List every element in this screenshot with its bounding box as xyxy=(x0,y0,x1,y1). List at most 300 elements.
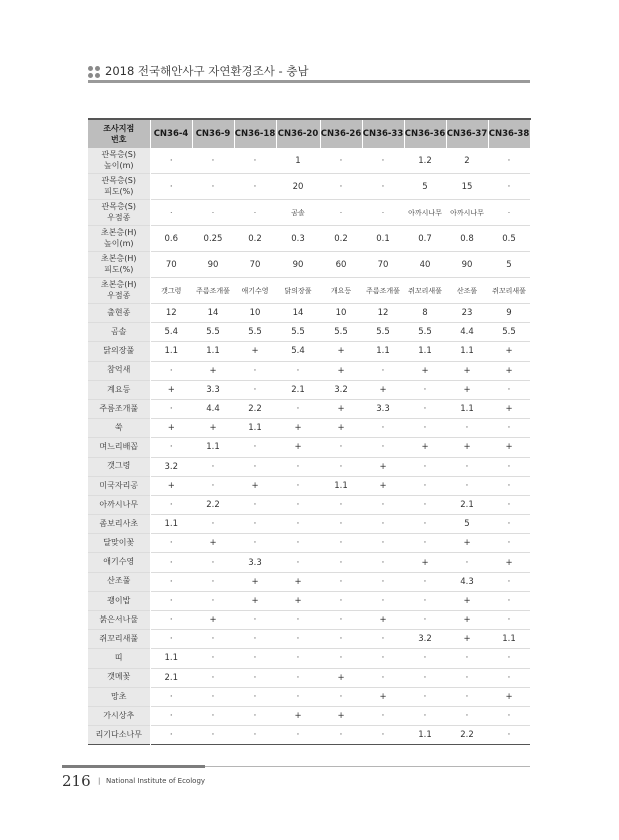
data-cell: · xyxy=(507,615,511,626)
data-cell: + xyxy=(463,384,471,395)
data-cell: 0.2 xyxy=(334,233,348,244)
data-cell: · xyxy=(381,595,385,606)
data-cell: · xyxy=(423,480,427,491)
data-cell: 60 xyxy=(335,259,347,270)
row-label-line: 초본층(H) xyxy=(101,254,137,263)
row-label xyxy=(88,534,150,553)
data-cell: · xyxy=(253,653,257,664)
data-cell: 5.4 xyxy=(164,327,179,338)
data-cell: 개요등 xyxy=(330,286,352,295)
data-cell: · xyxy=(169,576,173,587)
row-label-line: 관목층(S) xyxy=(101,202,136,211)
data-cell: · xyxy=(339,538,343,549)
data-cell: 주름조개풀 xyxy=(366,286,400,295)
data-cell: 20 xyxy=(292,181,304,192)
column-header: CN36-36 xyxy=(404,119,446,148)
data-cell: · xyxy=(169,691,173,702)
data-cell: · xyxy=(211,155,215,166)
data-cell: 1.1 xyxy=(206,442,220,453)
header-label-line: 번호 xyxy=(111,135,127,144)
data-cell: · xyxy=(253,691,257,702)
data-cell: · xyxy=(211,634,215,645)
row-label xyxy=(88,200,150,226)
data-cell: · xyxy=(339,499,343,510)
data-cell: · xyxy=(211,557,215,568)
data-cell: · xyxy=(253,181,257,192)
data-cell: 12 xyxy=(377,308,389,319)
data-cell: · xyxy=(423,615,427,626)
column-header: CN36-26 xyxy=(320,119,362,148)
data-cell: 5.5 xyxy=(502,327,516,338)
row-label xyxy=(88,226,150,252)
data-cell: · xyxy=(423,384,427,395)
row-label-line: 아까시나무 xyxy=(99,499,139,509)
data-cell: · xyxy=(253,538,257,549)
table-row xyxy=(88,304,530,323)
data-cell: · xyxy=(423,519,427,530)
data-cell: 4.4 xyxy=(206,404,220,415)
row-label xyxy=(88,323,150,342)
column-header: CN36-37 xyxy=(446,119,488,148)
data-cell: · xyxy=(253,615,257,626)
data-cell: 90 xyxy=(292,259,304,270)
data-cell: + xyxy=(294,711,302,722)
data-cell: · xyxy=(507,730,511,741)
data-cell: 5 xyxy=(422,181,428,192)
table-row xyxy=(88,252,530,278)
data-cell: · xyxy=(296,480,300,491)
row-label xyxy=(88,457,150,476)
data-cell: 1 xyxy=(295,155,301,166)
row-label xyxy=(88,380,150,399)
row-label xyxy=(88,687,150,706)
data-cell: · xyxy=(339,155,343,166)
data-cell: · xyxy=(169,711,173,722)
data-cell: + xyxy=(505,404,513,415)
data-cell: + xyxy=(463,538,471,549)
data-cell: 1.1 xyxy=(502,634,516,645)
page-number: 216 xyxy=(62,772,91,790)
data-cell: 1.1 xyxy=(418,346,432,357)
data-cell: · xyxy=(169,155,173,166)
data-cell: · xyxy=(169,442,173,453)
row-label-line: 초본층(H) xyxy=(101,228,137,237)
data-cell: 0.7 xyxy=(418,233,432,244)
data-cell: · xyxy=(507,181,511,192)
data-cell: · xyxy=(253,672,257,683)
data-cell: · xyxy=(507,208,511,217)
data-cell: · xyxy=(211,653,215,664)
row-label-line: 관목층(S) xyxy=(101,176,136,185)
data-cell: 3.3 xyxy=(248,557,262,568)
data-cell: 70 xyxy=(377,259,389,270)
row-label-line: 붉은서나물 xyxy=(99,614,139,624)
data-cell: · xyxy=(211,711,215,722)
data-cell: 3.3 xyxy=(206,384,220,395)
header-label-cell xyxy=(88,119,150,148)
data-cell: · xyxy=(296,634,300,645)
footer-rule xyxy=(62,765,205,768)
data-cell: · xyxy=(253,519,257,530)
row-label xyxy=(88,252,150,278)
column-header: CN36-4 xyxy=(150,119,192,148)
data-cell: · xyxy=(211,181,215,192)
data-cell: · xyxy=(423,595,427,606)
row-label-line: 애기수영 xyxy=(103,557,135,567)
row-label xyxy=(88,649,150,668)
data-cell: · xyxy=(507,653,511,664)
row-label-line: 괭이밥 xyxy=(107,595,131,605)
data-cell: 3.2 xyxy=(164,461,179,472)
data-cell: · xyxy=(253,711,257,722)
table-row xyxy=(88,591,530,610)
data-cell: · xyxy=(423,576,427,587)
data-cell: 0.6 xyxy=(164,233,179,244)
data-cell: · xyxy=(253,208,257,217)
data-cell: 1.1 xyxy=(248,423,262,434)
column-header: CN36-9 xyxy=(192,119,234,148)
column-header: CN36-20 xyxy=(276,119,320,148)
row-label-line: 망초 xyxy=(111,691,127,701)
data-cell: 70 xyxy=(249,259,261,270)
row-label-line: 피도(%) xyxy=(104,264,134,274)
data-cell: · xyxy=(381,576,385,587)
table-row xyxy=(88,495,530,514)
data-cell: 2.1 xyxy=(460,499,474,510)
data-cell: · xyxy=(339,181,343,192)
row-label xyxy=(88,476,150,495)
data-cell: · xyxy=(170,208,173,217)
table-row xyxy=(88,553,530,572)
row-label xyxy=(88,630,150,649)
data-cell: · xyxy=(211,691,215,702)
data-cell: · xyxy=(169,365,173,376)
data-cell: + xyxy=(505,691,513,702)
data-cell: 1.1 xyxy=(334,480,348,491)
table-row xyxy=(88,649,530,668)
data-cell: 닭의장풀 xyxy=(284,286,312,295)
data-cell: 1.1 xyxy=(376,346,390,357)
data-cell: + xyxy=(421,442,429,453)
data-cell: · xyxy=(253,155,257,166)
data-cell: · xyxy=(169,538,173,549)
row-label-line: 리기다소나무 xyxy=(95,729,142,739)
data-cell: · xyxy=(465,557,469,568)
data-cell: 5.5 xyxy=(291,327,305,338)
header-title: 2018 전국해안사구 자연환경조사 - 충남 xyxy=(105,64,309,78)
table-header xyxy=(88,119,530,148)
row-label xyxy=(88,174,150,200)
data-cell: + xyxy=(505,442,513,453)
data-cell: + xyxy=(463,365,471,376)
data-cell: · xyxy=(423,711,427,722)
data-cell: 5 xyxy=(506,259,512,270)
data-cell: · xyxy=(296,519,300,530)
data-cell: + xyxy=(294,442,302,453)
data-cell: · xyxy=(296,615,300,626)
row-label-line: 갯그령 xyxy=(107,461,131,471)
data-cell: · xyxy=(507,461,511,472)
data-cell: · xyxy=(296,461,300,472)
data-cell: · xyxy=(339,208,343,217)
data-cell: + xyxy=(294,423,302,434)
data-cell: · xyxy=(465,423,469,434)
row-label-line: 피도(%) xyxy=(104,186,134,196)
table-row xyxy=(88,361,530,380)
row-label-line: 며느리배꼽 xyxy=(99,442,139,452)
data-cell: · xyxy=(296,653,300,664)
data-cell: + xyxy=(337,404,345,415)
data-cell: · xyxy=(253,499,257,510)
table-row xyxy=(88,148,530,174)
table-row xyxy=(88,278,530,304)
data-cell: · xyxy=(465,691,469,702)
row-label-line: 계요등 xyxy=(107,384,131,394)
data-cell: 주름조개풀 xyxy=(196,286,230,295)
table-row xyxy=(88,515,530,534)
data-cell: · xyxy=(169,181,173,192)
row-label-line: 참억새 xyxy=(107,365,131,375)
row-label xyxy=(88,342,150,361)
row-label xyxy=(88,438,150,457)
data-cell: · xyxy=(211,595,215,606)
data-cell: + xyxy=(294,595,302,606)
footer-organization: National Institute of Ecology xyxy=(106,777,206,785)
data-cell: 8 xyxy=(422,308,428,319)
data-cell: · xyxy=(381,423,385,434)
data-cell: + xyxy=(251,480,259,491)
data-cell: · xyxy=(381,499,385,510)
data-cell: 2.2 xyxy=(206,499,220,510)
row-label-line: 우점종 xyxy=(107,212,131,222)
row-label xyxy=(88,515,150,534)
data-cell: 5.5 xyxy=(248,327,262,338)
data-cell: · xyxy=(381,365,385,376)
data-cell: 23 xyxy=(461,308,473,319)
data-cell: · xyxy=(253,365,257,376)
row-label xyxy=(88,668,150,687)
data-cell: · xyxy=(381,155,385,166)
data-cell: · xyxy=(507,672,511,683)
data-cell: + xyxy=(463,595,471,606)
row-label xyxy=(88,304,150,323)
column-header: CN36-33 xyxy=(362,119,404,148)
table-row xyxy=(88,572,530,591)
data-cell: · xyxy=(169,634,173,645)
data-cell: + xyxy=(463,634,471,645)
table-row xyxy=(88,476,530,495)
table-row xyxy=(88,380,530,399)
data-cell: + xyxy=(379,691,387,702)
table-body xyxy=(88,148,530,745)
data-cell: 10 xyxy=(335,308,347,319)
data-cell: + xyxy=(379,615,387,626)
data-cell: 4.3 xyxy=(460,576,474,587)
data-cell: · xyxy=(423,404,427,415)
data-cell: 1.2 xyxy=(418,155,432,166)
footer-rule-thin xyxy=(205,766,530,767)
table-row xyxy=(88,438,530,457)
data-cell: + xyxy=(505,346,513,357)
row-label-line: 초본층(H) xyxy=(101,280,137,289)
data-cell: · xyxy=(169,499,173,510)
data-cell: + xyxy=(209,615,217,626)
table-row xyxy=(88,534,530,553)
row-label-line: 좀보리사초 xyxy=(99,518,139,528)
data-cell: · xyxy=(381,634,385,645)
data-cell: 1.1 xyxy=(460,346,474,357)
data-cell: 15 xyxy=(461,181,473,192)
data-cell: · xyxy=(253,442,257,453)
data-cell: · xyxy=(381,672,385,683)
data-cell: · xyxy=(465,672,469,683)
row-label-line: 주름조개풀 xyxy=(99,403,139,413)
data-cell: 70 xyxy=(165,259,177,270)
row-label-line: 띠 xyxy=(114,653,123,663)
data-cell: + xyxy=(294,576,302,587)
data-cell: · xyxy=(253,634,257,645)
footer-separator: | xyxy=(98,777,101,785)
data-cell: · xyxy=(381,181,385,192)
table-row xyxy=(88,726,530,745)
data-cell: · xyxy=(465,653,469,664)
data-cell: 1.1 xyxy=(164,346,179,357)
row-label xyxy=(88,148,150,174)
data-cell: · xyxy=(169,595,173,606)
table-row xyxy=(88,200,530,226)
data-cell: 3.3 xyxy=(376,404,390,415)
data-cell: + xyxy=(421,365,429,376)
data-cell: · xyxy=(253,384,257,395)
row-label-line: 쑥 xyxy=(114,422,123,432)
data-cell: + xyxy=(463,615,471,626)
data-cell: · xyxy=(339,595,343,606)
data-cell: · xyxy=(423,423,427,434)
row-label xyxy=(88,706,150,725)
data-cell: 0.3 xyxy=(291,233,305,244)
data-cell: + xyxy=(337,672,345,683)
data-cell: 9 xyxy=(506,308,512,319)
data-cell: + xyxy=(167,480,175,491)
data-cell: · xyxy=(296,691,300,702)
data-cell: + xyxy=(209,365,217,376)
data-cell: + xyxy=(251,595,259,606)
data-cell: + xyxy=(421,557,429,568)
data-cell: 2.2 xyxy=(460,730,474,741)
table-row xyxy=(88,706,530,725)
vegetation-survey-table xyxy=(88,118,531,745)
data-cell: · xyxy=(381,730,385,741)
data-cell: 산조풀 xyxy=(456,286,478,295)
data-cell: · xyxy=(339,576,343,587)
table-row xyxy=(88,630,530,649)
data-cell: 1.1 xyxy=(164,519,179,530)
table-row xyxy=(88,342,530,361)
data-cell: 0.25 xyxy=(203,233,223,244)
row-label xyxy=(88,553,150,572)
row-label-line: 산조풀 xyxy=(107,576,131,586)
table-row xyxy=(88,419,530,438)
data-cell: 쥐꼬리새풀 xyxy=(492,286,526,295)
row-label xyxy=(88,611,150,630)
data-cell: · xyxy=(296,538,300,549)
data-cell: · xyxy=(423,499,427,510)
row-label-line: 관목층(S) xyxy=(101,150,136,159)
row-label-line: 갯메꽃 xyxy=(107,672,131,682)
data-cell: 10 xyxy=(249,308,261,319)
data-cell: · xyxy=(253,461,257,472)
column-header: CN36-18 xyxy=(234,119,276,148)
data-cell: 5.5 xyxy=(418,327,432,338)
data-cell: 14 xyxy=(207,308,219,319)
data-cell: 1.1 xyxy=(164,653,179,664)
data-cell: · xyxy=(507,384,511,395)
data-cell: 14 xyxy=(292,308,304,319)
row-label xyxy=(88,572,150,591)
data-cell: · xyxy=(211,480,215,491)
data-cell: 3.2 xyxy=(418,634,432,645)
data-cell: · xyxy=(169,730,173,741)
data-cell: 쥐꼬리새풀 xyxy=(408,286,442,295)
table-row xyxy=(88,668,530,687)
data-cell: · xyxy=(296,404,300,415)
table-row xyxy=(88,457,530,476)
data-cell: · xyxy=(507,155,511,166)
row-label xyxy=(88,361,150,380)
data-cell: · xyxy=(381,519,385,530)
data-cell: · xyxy=(296,672,300,683)
data-cell: 2.1 xyxy=(291,384,305,395)
row-label-line: 달맞이꽃 xyxy=(103,538,135,548)
data-cell: · xyxy=(339,730,343,741)
data-cell: · xyxy=(211,461,215,472)
data-cell: · xyxy=(169,404,173,415)
data-cell: · xyxy=(507,499,511,510)
data-cell: 2.2 xyxy=(248,404,262,415)
data-cell: · xyxy=(296,365,300,376)
data-cell: · xyxy=(423,653,427,664)
row-label xyxy=(88,726,150,745)
table-row xyxy=(88,399,530,418)
data-cell: + xyxy=(337,423,345,434)
data-cell: · xyxy=(381,208,385,217)
data-cell: · xyxy=(423,691,427,702)
data-cell: + xyxy=(337,365,345,376)
data-cell: · xyxy=(507,576,511,587)
data-cell: 5.5 xyxy=(206,327,220,338)
row-label-line: 높이(m) xyxy=(104,238,134,248)
data-cell: · xyxy=(296,499,300,510)
data-cell: + xyxy=(463,442,471,453)
data-cell: 아까시나무 xyxy=(408,208,442,217)
table-row xyxy=(88,174,530,200)
table-row xyxy=(88,687,530,706)
data-cell: · xyxy=(381,711,385,722)
data-cell: · xyxy=(339,557,343,568)
data-cell: + xyxy=(209,423,217,434)
data-cell: + xyxy=(379,384,387,395)
data-cell: + xyxy=(337,346,345,357)
data-cell: 12 xyxy=(165,308,177,319)
data-cell: 0.8 xyxy=(460,233,474,244)
data-cell: 아까시나무 xyxy=(450,208,484,217)
data-cell: 4.4 xyxy=(460,327,474,338)
data-cell: · xyxy=(507,480,511,491)
data-cell: · xyxy=(381,653,385,664)
data-cell: + xyxy=(379,480,387,491)
data-cell: · xyxy=(339,519,343,530)
header-label-line: 조사지점 xyxy=(103,124,135,133)
